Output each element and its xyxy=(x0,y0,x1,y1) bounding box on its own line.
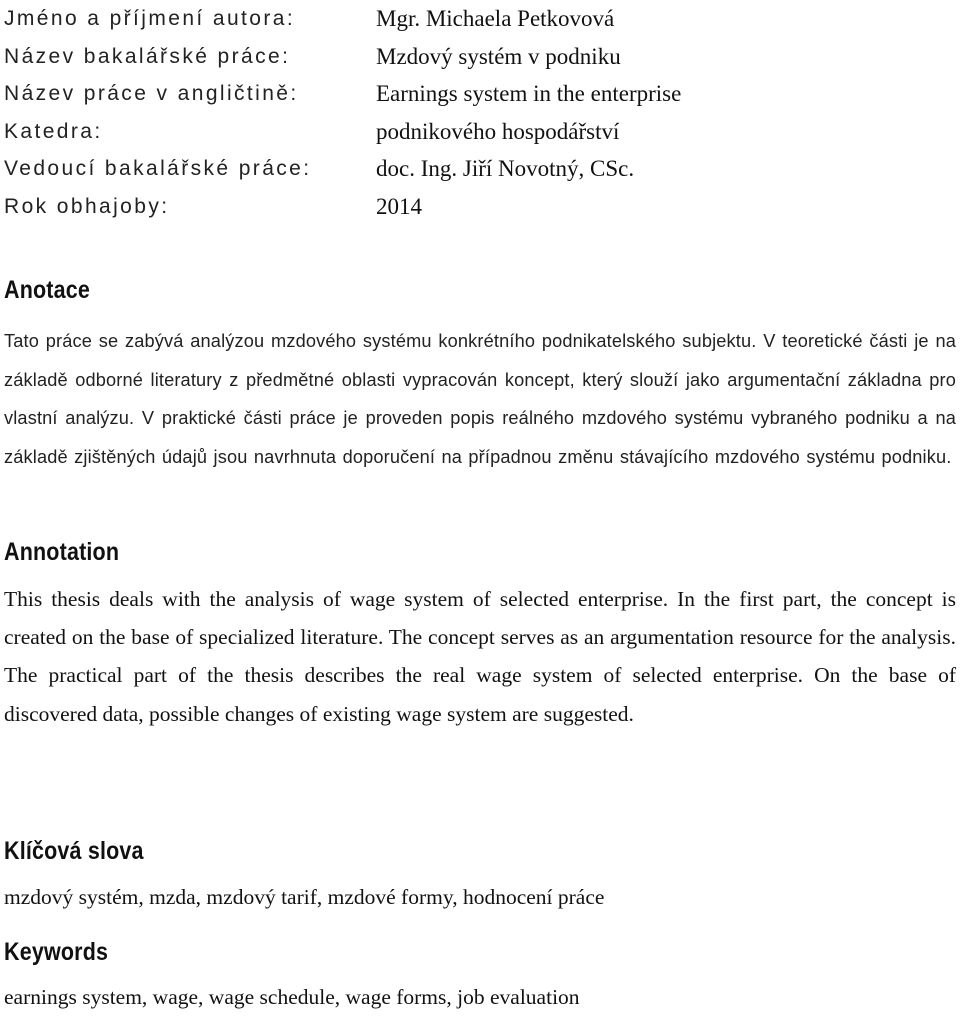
year-label: Rok obhajoby: xyxy=(4,194,170,218)
title-value: Mzdový systém v podniku xyxy=(376,43,621,69)
author-label: Jméno a příjmení autora: xyxy=(4,7,296,31)
year-value: 2014 xyxy=(376,193,422,219)
keywords-heading: Keywords xyxy=(4,938,109,966)
annotation-text: This thesis deals with the analysis of wage system of selected enterprise. In the first part, the concept is created on the base of specialized literature. The concept serves as an argumentation resource for the analysis. The practical part of the thesis describes the real wage system of selected enterprise. On the base of discovered data, possible changes of existing wage system are suggested. xyxy=(4,587,956,726)
anotace-text: Tato práce se zabývá analýzou mzdového systému konkrétního podnikatelského subjektu. V teoretické části je na základě odborné literatury z předmětné oblasti vypracován koncept, který slouží jako argumentační základna pro vlastní analýzu. V praktické části práce je proveden popis reálného mzdového systému vybraného podniku a na základě zjištěných údajů jsou navrhnuta doporučení na případnou změnu stávajícího mzdového systému podniku. xyxy=(4,331,956,467)
anotace-heading: Anotace xyxy=(4,276,91,304)
keywords-text: earnings system, wage, wage schedule, wage forms, job evaluation xyxy=(4,985,580,1009)
meta-row-year xyxy=(4,188,954,226)
meta-row-title xyxy=(4,38,954,76)
annotation-heading: Annotation xyxy=(4,538,120,566)
meta-row-department xyxy=(4,113,954,151)
supervisor-value: doc. Ing. Jiří Novotný, CSc. xyxy=(376,156,635,182)
title-en-label: Název práce v angličtině: xyxy=(4,82,299,106)
department-label: Katedra: xyxy=(4,119,103,143)
thesis-metadata xyxy=(4,0,954,225)
title-en-value: Earnings system in the enterprise xyxy=(376,81,682,107)
klicova-slova-heading: Klíčová slova xyxy=(4,837,144,865)
meta-row-supervisor xyxy=(4,150,954,188)
department-value: podnikového hospodářství xyxy=(376,118,620,144)
author-value: Mgr. Michaela Petkovová xyxy=(376,6,615,32)
meta-row-title-en xyxy=(4,75,954,113)
title-label: Název bakalářské práce: xyxy=(4,44,291,68)
klicova-slova-text: mzdový systém, mzda, mzdový tarif, mzdové formy, hodnocení práce xyxy=(4,885,605,909)
supervisor-label: Vedoucí bakalářské práce: xyxy=(4,157,312,181)
meta-row-author xyxy=(4,0,954,38)
